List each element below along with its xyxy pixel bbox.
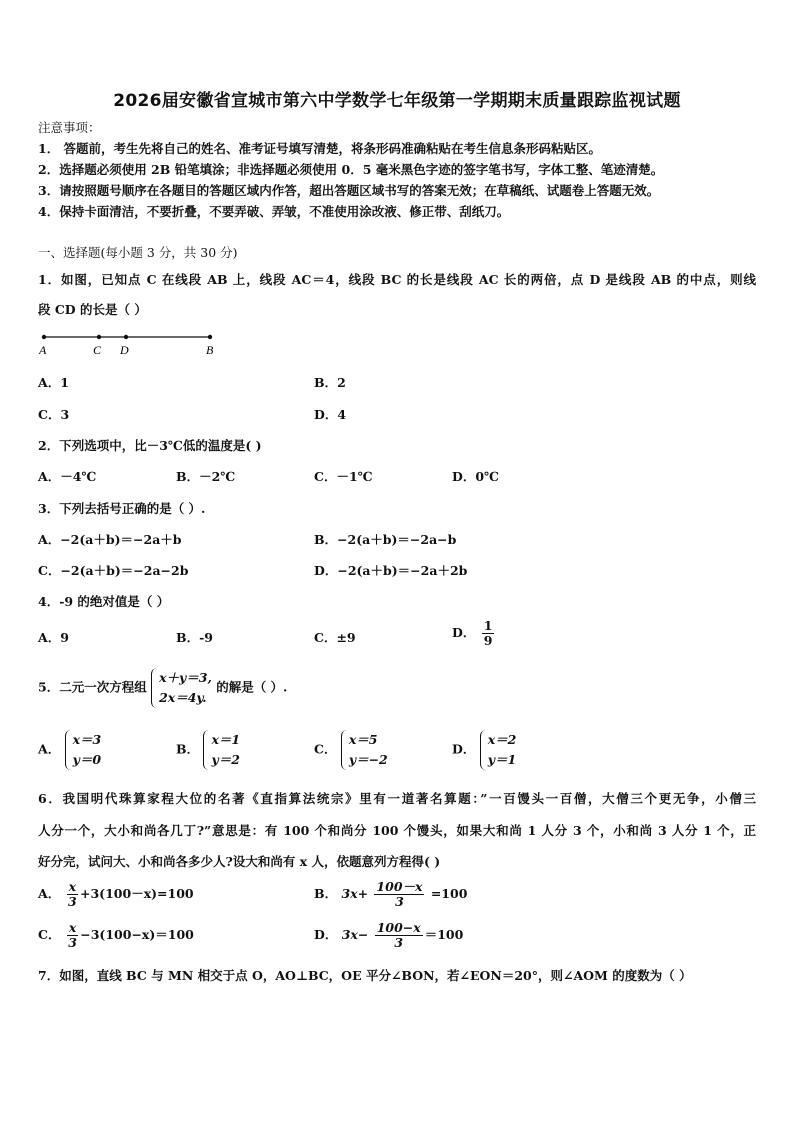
q5-option-b-eq2: y＝2 [211,752,240,767]
q6-option-d-frac-den: 3 [394,935,404,950]
point-d-label: D [120,343,129,357]
q6-option-b[interactable] [314,880,467,909]
q6-option-b-pre: 3x+ [341,886,369,901]
point-b-dot [208,335,212,339]
q5-stem [38,668,287,708]
notice-item-2: 2．选择题必须使用 2B 铅笔填涂；非选择题必须使用 0．5 毫米黑色字迹的签字笔书写，字体工整、笔迹清楚。 [38,162,664,177]
q4-option-c[interactable]: C．±9 [314,630,356,645]
q5-option-c-eq1: x＝5 [348,732,378,747]
q5-brace [151,668,158,708]
q5-option-a-eq1: x＝3 [72,732,102,747]
point-a-label: A [39,343,47,357]
q6-option-a[interactable] [38,880,194,909]
q3-option-d[interactable]: D．−2(a＋b)＝−2a＋2b [314,563,468,578]
q5-suffix: 的解是（ ）. [216,679,288,695]
q4-stem: 4．-9 的绝对值是（ ） [38,594,170,609]
q5-option-b-brace [203,730,210,770]
q4-option-b[interactable]: B．-9 [176,630,213,645]
q5-eq1: x＋y＝3, [159,670,212,685]
q5-option-d-eq1: x＝2 [487,732,517,747]
q6-option-b-label: B． [314,886,338,901]
q1-option-d[interactable]: D．4 [314,407,347,422]
q4-fraction [482,619,495,648]
q6-option-b-frac-num: 100－x [376,879,423,894]
notice-item-4: 4．保持卡面清洁，不要折叠，不要弄破、弄皱，不准使用涂改液、修正带、刮纸刀。 [38,204,510,219]
q1-stem-line1: 1．如图，已知点 C 在线段 AB 上，线段 AC＝4，线段 BC 的长是线段 AC 长的两倍，点 D 是线段 AB 的中点，则线 [38,272,756,287]
q5-option-b[interactable] [176,730,240,770]
q6-option-a-frac-num: x [68,879,77,894]
q6-option-d-pre: 3x− [341,927,369,942]
q5-option-d-label: D． [452,741,476,757]
q1-option-b[interactable]: B．2 [314,375,346,390]
q1-option-c[interactable]: C．3 [38,407,70,422]
q6-option-a-label: A． [38,886,61,901]
notice-item-1: 1． 答题前，考生先将自己的姓名、准考证号填写清楚，将条形码准确粘贴在考生信息条形码粘贴区。 [38,141,602,156]
q6-option-c-label: C． [38,927,61,942]
q6-option-b-rest: =100 [426,886,468,901]
q2-option-b[interactable]: B．－2℃ [176,469,236,484]
q5-option-a-label: A． [38,741,61,757]
q6-option-c[interactable] [38,921,194,950]
section-heading-choice: 一、选择题(每小题 3 分，共 30 分) [38,245,238,260]
q2-option-d[interactable]: D．0℃ [452,469,500,484]
notice-item-3: 3．请按照题号顺序在各题目的答题区域内作答，超出答题区域书写的答案无效；在草稿纸、试题卷上答题无效。 [38,183,660,198]
q5-option-a-brace [65,730,72,770]
q5-option-a-system [65,730,102,770]
q4-frac-num: 1 [483,618,493,633]
q5-option-b-eq1: x＝1 [211,732,241,747]
q1-segment-figure [36,330,226,358]
q5-option-b-label: B． [176,741,200,757]
q5-eq2: 2x＝4y. [159,690,207,705]
q3-option-a[interactable]: A．−2(a＋b)＝−2a＋b [38,532,182,547]
q3-option-c[interactable]: C．−2(a＋b)＝−2a−2b [38,563,189,578]
q6-option-d-frac [375,921,423,950]
point-d-dot [124,335,128,339]
q6-option-a-rest: +3(100－x)=100 [80,886,194,901]
q5-option-c[interactable] [314,730,388,770]
q1-option-a[interactable]: A．1 [38,375,69,390]
q6-stem-line3: 好分完，试问大、小和尚各多少人?设大和尚有 x 人，依题意列方程得( ) [38,854,441,869]
q6-option-c-rest: −3(100−x)＝100 [80,927,194,942]
q5-option-c-label: C． [314,741,337,757]
q5-option-d-system [480,730,517,770]
q4-option-a[interactable]: A．9 [38,630,69,645]
q6-option-d-rest: ＝100 [424,927,464,942]
q2-stem: 2．下列选项中，比－3℃低的温度是( ) [38,438,262,453]
q1-stem-line2: 段 CD 的长是（ ） [38,302,147,317]
q7-stem: 7．如图，直线 BC 与 MN 相交于点 O，AO⊥BC，OE 平分∠BON，若∠EON＝20°，则∠AOM 的度数为（ ） [38,968,692,983]
q2-option-a[interactable]: A．－4℃ [38,469,97,484]
q5-option-c-system [341,730,388,770]
q3-stem: 3．下列去括号正确的是（ ）. [38,501,206,516]
q4-frac-den: 9 [483,633,493,648]
q5-option-d-eq2: y＝1 [487,752,517,767]
point-c-dot [97,335,101,339]
q5-option-d-brace [480,730,487,770]
q5-system [151,668,212,708]
q6-option-c-frac-den: 3 [68,935,77,950]
q6-stem-line1: 6．我国明代珠算家程大位的名著《直指算法统宗》里有一道著名算题：”一百馒头一百僧，大僧三个更无争，小僧三 [38,791,756,806]
q6-option-b-frac [374,880,424,909]
q5-prefix: 5．二元一次方程组 [38,679,147,695]
q5-option-a[interactable] [38,730,101,770]
q5-option-b-system [203,730,240,770]
q6-option-d-label: D． [314,927,338,942]
q6-stem-line2: 人分一个，大小和尚各几丁?”意思是：有 100 个和尚分 100 个馒头，如果大和尚 1 人分 3 个，小和尚 3 人分 1 个，正 [38,823,756,838]
q3-option-b[interactable]: B．−2(a＋b)＝−2a−b [314,532,457,547]
notice-heading: 注意事项： [38,120,101,135]
q6-option-d[interactable] [314,921,463,950]
point-b-label: B [206,343,214,357]
q2-option-c[interactable]: C．－1℃ [314,469,373,484]
point-a-dot [42,335,46,339]
q6-option-c-frac [67,921,78,950]
q5-option-c-brace [341,730,348,770]
q5-option-d[interactable] [452,730,516,770]
q6-option-d-frac-num: 100−x [376,920,421,935]
q6-option-a-frac [67,880,78,909]
q6-option-b-frac-den: 3 [395,894,404,909]
q5-option-c-eq2: y＝−2 [348,752,388,767]
q6-option-a-frac-den: 3 [67,894,77,909]
q4-option-d[interactable] [452,619,496,648]
q4-option-d-label: D． [452,625,476,640]
exam-title: 2026届安徽省宣城市第六中学数学七年级第一学期期末质量跟踪监视试题 [113,91,681,111]
point-c-label: C [93,343,102,357]
q5-option-a-eq2: y＝0 [72,752,102,767]
q6-option-c-frac-num: x [68,920,77,935]
